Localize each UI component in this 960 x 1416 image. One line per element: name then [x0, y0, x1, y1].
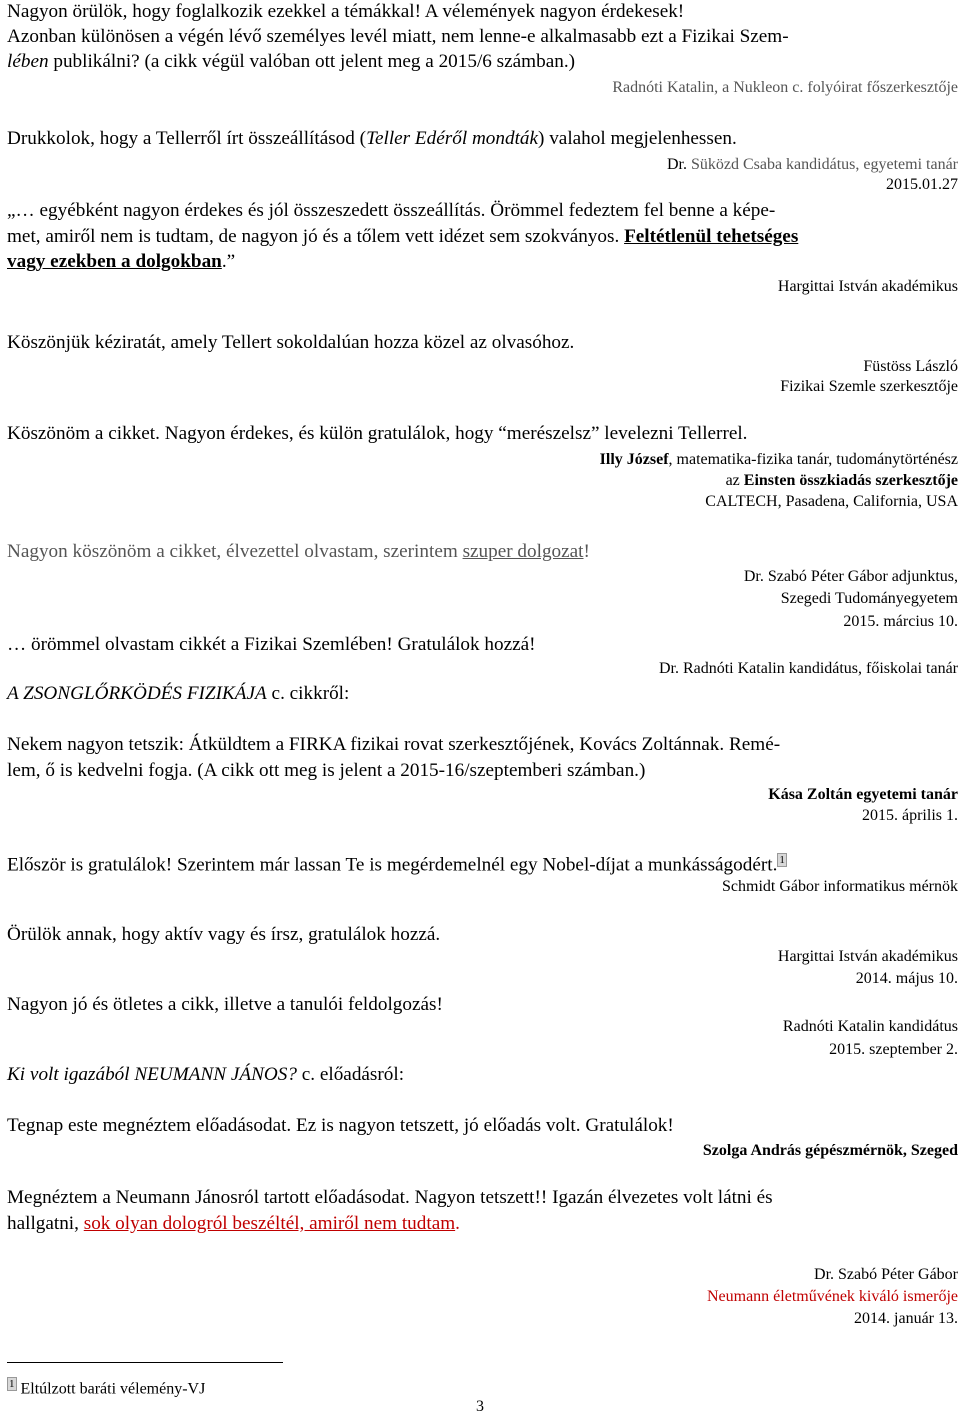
- emphasis: Feltétlenül tehetséges: [624, 226, 799, 247]
- section-heading: [7, 683, 349, 705]
- date: 2014. január 13.: [854, 1310, 958, 1327]
- signature: Schmidt Gábor informatikus mérnök: [722, 878, 958, 895]
- text-line: Nagyon jó és ötletes a cikk, illetve a tanulói feldolgozás!: [7, 994, 443, 1015]
- text-span: hallgatni,: [7, 1213, 84, 1234]
- signature-location: CALTECH, Pasadena, California, USA: [705, 493, 958, 510]
- text-line: [7, 541, 590, 563]
- article-title: A ZSONGLŐRKÖDÉS FIZIKÁJA: [7, 683, 267, 704]
- sig-prefix: Dr.: [666, 156, 687, 173]
- sig-name: Illy József: [599, 451, 669, 468]
- footnote-marker[interactable]: 1: [779, 854, 785, 866]
- signature: [600, 450, 958, 470]
- footnote: [7, 1377, 205, 1399]
- sig-role: Einsten összkiadás szerkesztője: [743, 472, 958, 489]
- text-span: c. előadásról:: [296, 1064, 405, 1085]
- emphasis: sok olyan dologról beszéltél, amiről nem tudtam: [83, 1213, 456, 1234]
- text-line: „… egyébként nagyon érdekes és jól összeszedett összeállítás. Örömmel fedeztem fel benne a képe-: [7, 200, 776, 221]
- text-span: !: [583, 541, 590, 562]
- text-line: [7, 251, 235, 273]
- date: 2014. május 10.: [855, 970, 958, 987]
- date: 2015. szeptember 2.: [829, 1041, 958, 1058]
- text-line: [7, 853, 787, 876]
- text-span: met, amiről nem is tudtam, de nagyon jó és a tőlem vett idézet sem szokványos.: [7, 226, 620, 247]
- text-span: c. cikkről:: [266, 683, 350, 704]
- text-line: [7, 1213, 460, 1235]
- lecture-title: Ki volt igazából NEUMANN JÁNOS?: [7, 1064, 297, 1085]
- signature: Hargittai István akadémikus: [777, 278, 958, 295]
- sig-name: Süközd Csaba kandidátus, egyetemi tanár: [686, 156, 958, 173]
- page-number: 3: [476, 1398, 484, 1415]
- footnote-rule: [7, 1362, 283, 1363]
- signature: Radnóti Katalin, a Nukleon c. folyóirat főszerkesztője: [612, 79, 958, 96]
- signature: Radnóti Katalin kandidátus: [782, 1018, 958, 1035]
- text-line: Megnéztem a Neumann Jánosról tartott előadásodat. Nagyon tetszett!! Igazán élvezetes volt látni és: [7, 1187, 773, 1208]
- date: 2015. március 10.: [843, 613, 958, 630]
- signature-title: Neumann életművének kiváló ismerője: [706, 1288, 958, 1305]
- text-line: Tegnap este megnéztem előadásodat. Ez is nagyon tetszett, jó előadás volt. Gratulálok!: [7, 1115, 674, 1136]
- text-line: [7, 51, 575, 73]
- text-line: [7, 128, 737, 150]
- signature: Füstöss László: [863, 358, 958, 375]
- signature: Dr. Szabó Péter Gábor: [814, 1266, 958, 1283]
- emphasis: vagy ezekben a dolgokban: [7, 251, 222, 272]
- emphasis: szuper dolgozat: [462, 541, 584, 562]
- text-line: Azonban különösen a végén lévő személyes levél miatt, nem lenne-e alkalmasabb ezt a Fizikai Szem-: [7, 26, 789, 47]
- text-span: Nagyon köszönöm a cikket, élvezettel olvastam, szerintem: [7, 541, 463, 562]
- signature-title: [726, 471, 958, 491]
- text-span: ) valahol megjelenhessen.: [538, 128, 737, 149]
- signature: Dr. Szabó Péter Gábor adjunktus,: [743, 568, 958, 585]
- title-ref: Teller Edéről mondták: [366, 128, 539, 149]
- signature: Kása Zoltán egyetemi tanár: [768, 786, 958, 803]
- text-line: Köszönöm a cikket. Nagyon érdekes, és külön gratulálok, hogy “merészelsz” levelezni Tellerrel.: [7, 423, 748, 444]
- text-line: Örülök annak, hogy aktív vagy és írsz, gratulálok hozzá.: [7, 924, 441, 945]
- sig-title: , matematika-fizika tanár, tudománytörténész: [668, 451, 958, 468]
- signature: Dr. Radnóti Katalin kandidátus, főiskolai tanár: [658, 660, 958, 677]
- text-line: … örömmel olvastam cikkét a Fizikai Szemlében! Gratulálok hozzá!: [7, 634, 536, 655]
- text-span: az: [725, 472, 744, 489]
- text-span: Drukkolok, hogy a Tellerről írt összeállításod (: [7, 128, 367, 149]
- text-line: Nekem nagyon tetszik: Átküldtem a FIRKA fizikai rovat szerkesztőjének, Kovács Zoltánnak. Remé-: [7, 734, 781, 755]
- text-span: publikálni? (a cikk végül valóban ott jelent meg a 2015/6 számban.): [48, 51, 576, 72]
- text-line: lem, ő is kedvelni fogja. (A cikk ott meg is jelent a 2015-16/szeptemberi számban.): [7, 760, 646, 781]
- signature: Szolga András gépészmérnök, Szeged: [702, 1142, 958, 1159]
- text-line: Köszönjük kéziratát, amely Tellert sokoldalúan hozza közel az olvasóhoz.: [7, 332, 575, 353]
- signature-title: Szegedi Tudományegyetem: [780, 590, 958, 607]
- signature-title: Fizikai Szemle szerkesztője: [780, 378, 958, 395]
- date: 2015. április 1.: [862, 807, 958, 824]
- text-line: Nagyon örülök, hogy foglalkozik ezekkel a témákkal! A vélemények nagyon érdekesek!: [7, 1, 685, 22]
- section-heading: [7, 1064, 404, 1086]
- text-span: .: [455, 1213, 460, 1234]
- text-line: [7, 226, 798, 248]
- text-span: .”: [221, 251, 236, 272]
- footnote-text: Eltúlzott baráti vélemény-VJ: [20, 1380, 206, 1398]
- date: 2015.01.27: [886, 176, 958, 193]
- journal-name: lében: [7, 51, 49, 72]
- signature: [667, 155, 958, 175]
- footnote-number: 1: [9, 1378, 15, 1390]
- signature: Hargittai István akadémikus: [777, 948, 958, 965]
- text-span: Először is gratulálok! Szerintem már lassan Te is megérdemelnél egy Nobel-díjat a munkásságodért.: [7, 854, 778, 876]
